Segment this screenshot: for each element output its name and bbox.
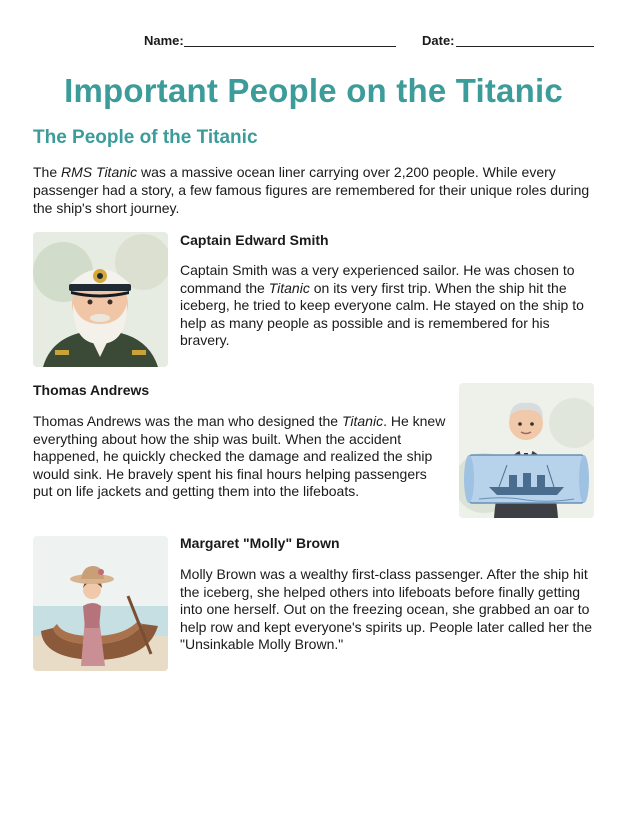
bio-ship-name: Titanic xyxy=(268,279,310,296)
bio-thomas-andrews xyxy=(33,413,448,501)
captain-portrait-illustration xyxy=(33,232,168,367)
bio-text-2: on its very first trip. When the ship hit the iceberg, he tried to keep everyone calm. He stayed on the ship to help as many people as possible and is remembered for his bravery. xyxy=(180,279,584,349)
woman-with-lifeboat-illustration xyxy=(33,536,168,671)
bio-text-2: . He knew everything about how the ship was built. When the accident happened, he quickly checked the damage and realized the ship would sink. He bravely spent his final hours helping passengers put on life jackets and getting them into the lifeboats. xyxy=(33,413,446,500)
section-heading: The People of the Titanic xyxy=(33,127,258,148)
intro-paragraph xyxy=(33,163,603,217)
person-name-thomas-andrews: Thomas Andrews xyxy=(33,382,150,398)
date-line[interactable] xyxy=(456,46,594,47)
intro-text-2: was a massive ocean liner carrying over 2,200 people. While every passenger had a story, a few famous figures are remembered for their unique roles during the ship's short journey. xyxy=(33,164,590,216)
name-line[interactable] xyxy=(184,46,396,47)
bio-text-1: Thomas Andrews was the man who designed the xyxy=(33,413,342,429)
intro-ship-name: RMS Titanic xyxy=(61,164,138,180)
person-name-captain-smith: Captain Edward Smith xyxy=(180,232,329,248)
person-name-molly-brown: Margaret "Molly" Brown xyxy=(180,535,340,551)
bio-text-1: Molly Brown was a wealthy first-class passenger. After the ship hit the iceberg, she helped others into lifeboats before finally getting into one herself. Out on the freezing ocean, she grabbed an oar to help row and kept everyone's spirits up. People later called her the "Unsinkable Molly Brown." xyxy=(180,566,593,653)
bio-ship-name: Titanic xyxy=(341,413,384,429)
bio-captain-smith xyxy=(180,262,600,350)
bio-molly-brown xyxy=(180,566,600,654)
worksheet-header xyxy=(0,30,627,50)
name-label: Name: xyxy=(144,33,184,48)
architect-with-blueprint-illustration xyxy=(459,383,594,518)
page-title: Important People on the Titanic xyxy=(64,72,563,109)
intro-text-1: The xyxy=(33,164,62,180)
date-label: Date: xyxy=(422,33,455,48)
bio-text-1: Captain Smith was a very experienced sailor. He was chosen to command the xyxy=(180,262,575,296)
